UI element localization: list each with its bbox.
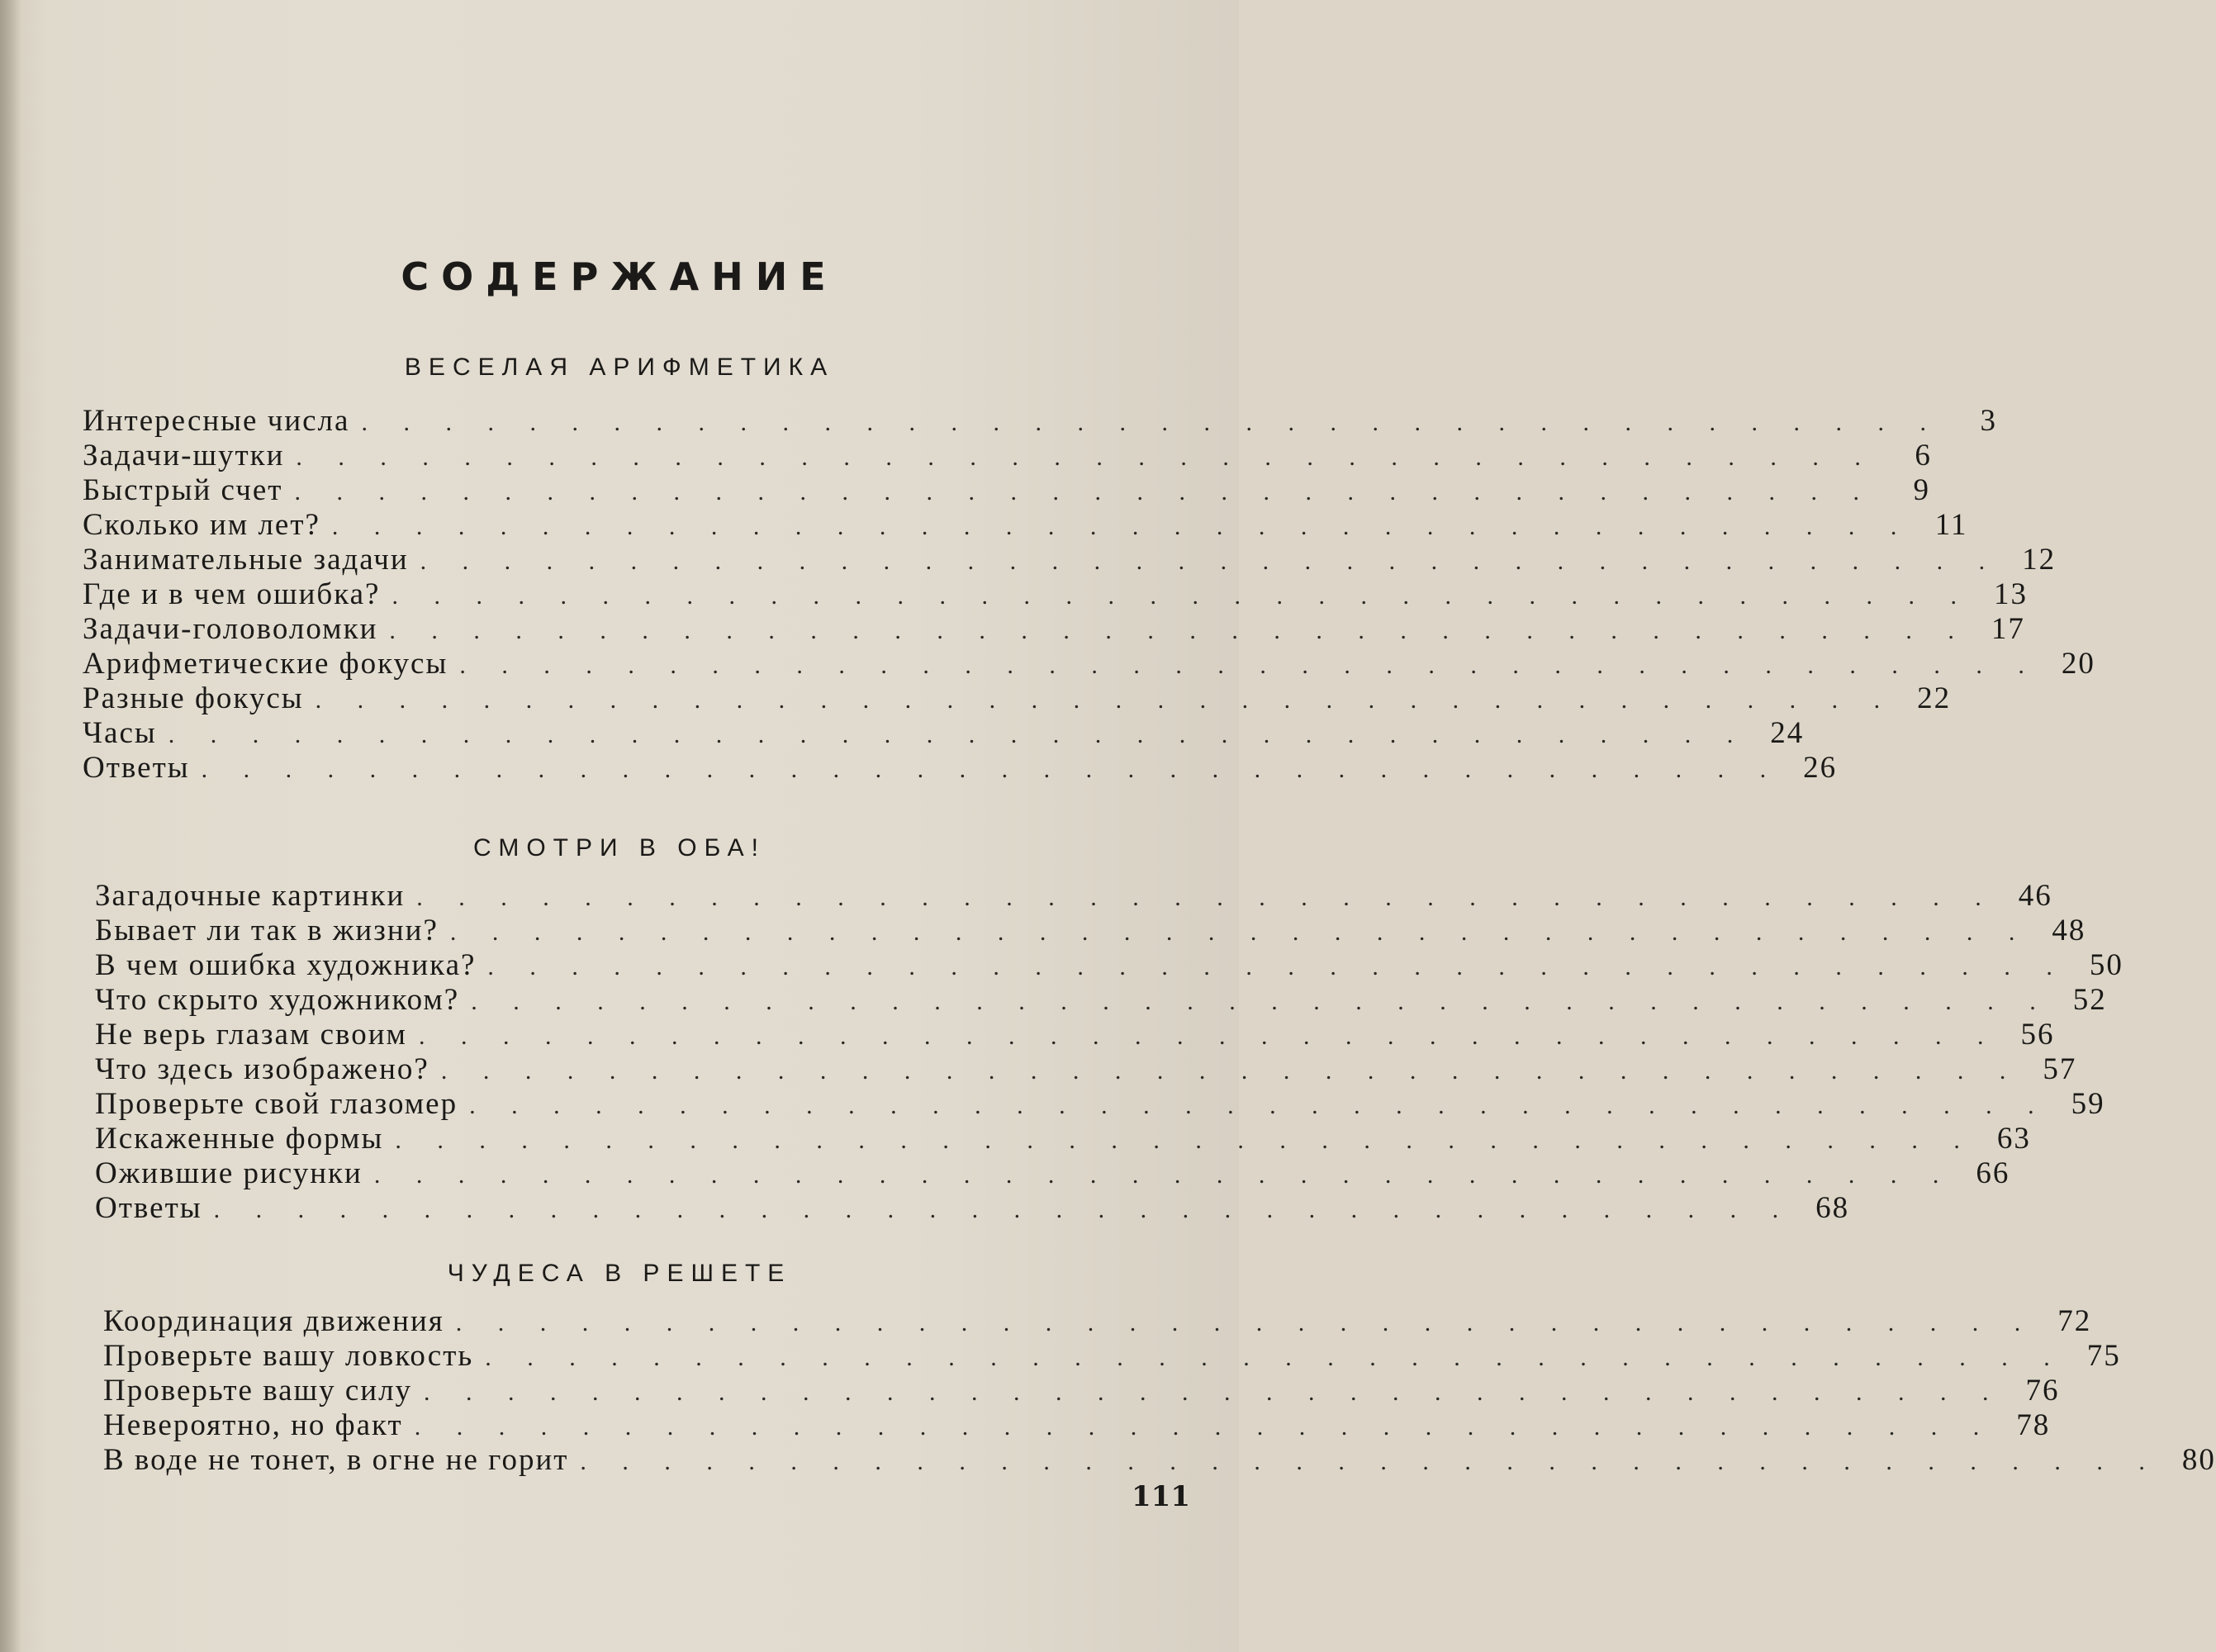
section-heading-3: ЧУДЕСА В РЕШЕТЕ	[447, 1260, 792, 1287]
toc-entry-page: 6	[1915, 439, 1932, 472]
toc-entry	[83, 507, 1968, 542]
toc-entry-label: Бывает ли так в жизни?	[95, 914, 439, 947]
toc-entry-page: 56	[2020, 1018, 2055, 1051]
toc-entry-page: 59	[2071, 1087, 2105, 1121]
leader-dots: . . . . . . . . . . . . . . . . . . . . . . . . . . . . . . . . . . . . . .	[420, 548, 2000, 575]
toc-entry-page: 11	[1934, 508, 1968, 542]
leader-dots: . . . . . . . . . . . . . . . . . . . . . . . . . . . . . . . . . . . . . .	[296, 444, 1876, 471]
leader-dots: . . . . . . . . . . . . . . . . . . . . . . . . . . . . . . . . . . . . . .	[168, 721, 1749, 748]
toc-entry	[83, 715, 1805, 750]
leader-dots: . . . . . . . . . . . . . . . . . . . . . . . . . . . . . . . . . . . . . .	[389, 617, 1969, 644]
toc-entry	[83, 438, 1932, 472]
toc-entry-label: Арифметические фокусы	[83, 647, 448, 681]
toc-entry-label: Занимательные задачи	[83, 543, 409, 577]
leader-dots: . . . . . . . . . . . . . . . . . . . . . . . . . . . . . . . . . . . . . .	[424, 1379, 2004, 1406]
toc-entry-page: 80	[2181, 1443, 2216, 1477]
toc-entry	[83, 403, 1997, 438]
toc-entry-page: 24	[1770, 716, 1805, 750]
toc-entry-page: 12	[2022, 543, 2057, 577]
toc-entry-page: 78	[2016, 1408, 2051, 1442]
toc-entry-label: Что скрыто художником?	[95, 983, 460, 1017]
toc-entry-label: Невероятно, но факт	[103, 1408, 403, 1442]
leader-dots: . . . . . . . . . . . . . . . . . . . . . . . . . . . . . . . . . . . . . .	[315, 686, 1896, 714]
toc-entry-page: 3	[1980, 404, 1997, 438]
toc-entry	[103, 1442, 2216, 1477]
toc-entry-label: Что здесь изображено?	[95, 1052, 429, 1086]
toc-entry-page: 9	[1913, 473, 1930, 507]
toc-entry-label: Где и в чем ошибка?	[83, 577, 381, 611]
toc-section-3	[103, 1303, 2216, 1477]
toc-entry-page: 26	[1803, 751, 1838, 785]
leader-dots: . . . . . . . . . . . . . . . . . . . . . . . . . . . . . . . . . . . . . .	[440, 1057, 2021, 1085]
leader-dots: . . . . . . . . . . . . . . . . . . . . . . . . . . . . . . . . . . . . . .	[416, 884, 1996, 911]
toc-entry	[83, 646, 2095, 681]
toc-entry-page: 66	[1976, 1156, 2010, 1190]
leader-dots: . . . . . . . . . . . . . . . . . . . . . . . . . . . . . . . . . . . . . .	[201, 756, 1782, 783]
toc-entry	[83, 472, 1930, 507]
toc-entry-page: 13	[1993, 577, 2028, 611]
contents-title: СОДЕРЖАНИЕ	[401, 254, 838, 299]
toc-entry-label: Задачи-головоломки	[83, 612, 378, 646]
page-number: 111	[1132, 1480, 1190, 1513]
toc-entry	[103, 1408, 2051, 1442]
toc-entry	[95, 1121, 2031, 1156]
leader-dots: . . . . . . . . . . . . . . . . . . . . . . . . . . . . . . . . . . . . . .	[391, 582, 1972, 610]
toc-entry-label: Интересные числа	[83, 404, 350, 438]
leader-dots: . . . . . . . . . . . . . . . . . . . . . . . . . . . . . . . . . . . . . .	[373, 1161, 1954, 1189]
toc-entry-label: Сколько им лет?	[83, 508, 320, 542]
toc-entry	[83, 681, 1952, 715]
toc-entry-page: 46	[2018, 879, 2052, 913]
toc-entry	[83, 611, 2025, 646]
toc-entry-page: 50	[2089, 948, 2123, 982]
toc-entry-label: Проверьте вашу силу	[103, 1374, 413, 1408]
toc-entry-label: В воде не тонет, в огне не горит	[103, 1443, 569, 1477]
toc-entry	[95, 1086, 2105, 1121]
toc-entry-page: 63	[1996, 1122, 2031, 1156]
toc-entry-label: В чем ошибка художника?	[95, 948, 477, 982]
leader-dots: . . . . . . . . . . . . . . . . . . . . . . . . . . . . . . . . . . . . . .	[469, 1092, 2049, 1119]
toc-entry-label: Искаженные формы	[95, 1122, 384, 1156]
toc-entry	[95, 1190, 1850, 1225]
toc-entry-page: 20	[2061, 647, 2095, 681]
leader-dots: . . . . . . . . . . . . . . . . . . . . . . . . . . . . . . . . . . . . . .	[414, 1413, 1995, 1441]
leader-dots: . . . . . . . . . . . . . . . . . . . . . . . . . . . . . . . . . . . . . .	[580, 1448, 2160, 1475]
leader-dots: . . . . . . . . . . . . . . . . . . . . . . . . . . . . . . . . . . . . . .	[395, 1127, 1975, 1154]
toc-entry-label: Проверьте свой глазомер	[95, 1087, 458, 1121]
toc-entry-page: 57	[2043, 1052, 2077, 1086]
toc-entry-label: Задачи-шутки	[83, 439, 285, 472]
leader-dots: . . . . . . . . . . . . . . . . . . . . . . . . . . . . . . . . . . . . . .	[487, 953, 2067, 980]
section-heading-1: ВЕСЕЛАЯ АРИФМЕТИКА	[404, 354, 835, 381]
toc-entry-label: Разные фокусы	[83, 681, 304, 715]
toc-entry	[95, 982, 2107, 1017]
toc-entry-label: Координация движения	[103, 1304, 444, 1338]
toc-entry-page: 72	[2057, 1304, 2092, 1338]
toc-entry	[83, 577, 2028, 611]
toc-entry-label: Ответы	[95, 1191, 202, 1225]
toc-entry-label: Не верь глазам своим	[95, 1018, 407, 1051]
toc-entry	[83, 542, 2057, 577]
toc-entry	[103, 1303, 2092, 1338]
leader-dots: . . . . . . . . . . . . . . . . . . . . . . . . . . . . . . . . . . . . . .	[459, 652, 2039, 679]
toc-entry-label: Загадочные картинки	[95, 879, 406, 913]
toc-entry-label: Проверьте вашу ловкость	[103, 1339, 474, 1373]
toc-entry-page: 48	[2052, 914, 2086, 947]
toc-entry	[95, 1051, 2077, 1086]
toc-entry	[83, 750, 1838, 785]
toc-entry	[95, 947, 2123, 982]
leader-dots: . . . . . . . . . . . . . . . . . . . . . . . . . . . . . . . . . . . . . .	[213, 1196, 1794, 1223]
toc-entry-label: Часы	[83, 716, 157, 750]
toc-entry	[103, 1373, 2060, 1408]
page-edge-shadow	[0, 0, 21, 1652]
leader-dots: . . . . . . . . . . . . . . . . . . . . . . . . . . . . . . . . . . . . . .	[331, 513, 1912, 540]
toc-entry-page: 76	[2025, 1374, 2060, 1408]
toc-entry	[95, 878, 2052, 913]
toc-entry-label: Ответы	[83, 751, 190, 785]
toc-entry-label: Ожившие рисунки	[95, 1156, 363, 1190]
leader-dots: . . . . . . . . . . . . . . . . . . . . . . . . . . . . . . . . . . . . . .	[471, 988, 2051, 1015]
leader-dots: . . . . . . . . . . . . . . . . . . . . . . . . . . . . . . . . . . . . . .	[455, 1309, 2036, 1336]
toc-entry	[95, 1156, 2010, 1190]
section-heading-2: СМОТРИ В ОБА!	[473, 834, 766, 862]
toc-section-1	[83, 403, 2095, 785]
toc-entry-page: 68	[1815, 1191, 1850, 1225]
toc-entry-page: 75	[2086, 1339, 2121, 1373]
toc-entry-page: 52	[2072, 983, 2107, 1017]
toc-entry-page: 22	[1917, 681, 1952, 715]
leader-dots: . . . . . . . . . . . . . . . . . . . . . . . . . . . . . . . . . . . . . .	[485, 1344, 2065, 1371]
toc-section-2	[95, 878, 2123, 1225]
toc-entry-page: 17	[1991, 612, 2025, 646]
leader-dots: . . . . . . . . . . . . . . . . . . . . . . . . . . . . . . . . . . . . . .	[449, 919, 2030, 946]
leader-dots: . . . . . . . . . . . . . . . . . . . . . . . . . . . . . . . . . . . . . .	[361, 409, 1941, 436]
toc-entry-label: Быстрый счет	[83, 473, 283, 507]
toc-entry	[103, 1338, 2121, 1373]
leader-dots: . . . . . . . . . . . . . . . . . . . . . . . . . . . . . . . . . . . . . .	[294, 478, 1874, 506]
leader-dots: . . . . . . . . . . . . . . . . . . . . . . . . . . . . . . . . . . . . . .	[418, 1023, 1999, 1050]
toc-entry	[95, 913, 2086, 947]
toc-entry	[95, 1017, 2055, 1051]
